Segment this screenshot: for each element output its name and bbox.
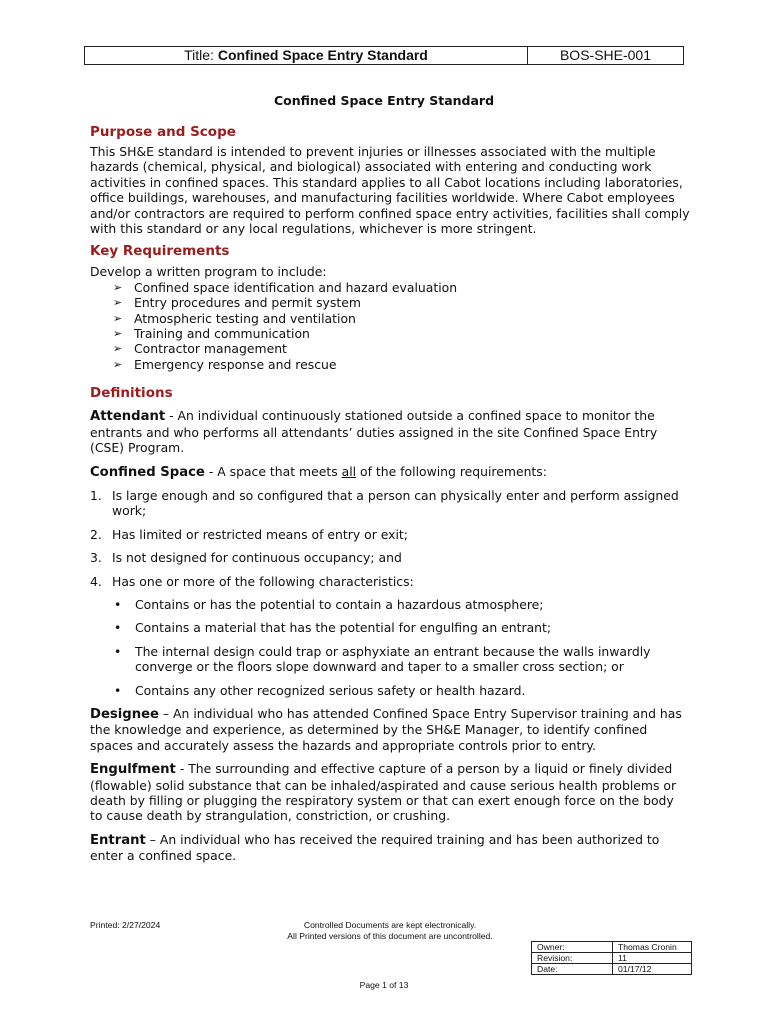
definition-term: Designee bbox=[90, 706, 159, 722]
purpose-heading: Purpose and Scope bbox=[90, 124, 236, 140]
controlled-notice-line: All Printed versions of this document are uncontrolled. bbox=[287, 931, 493, 941]
controlled-documents-notice bbox=[230, 920, 550, 942]
header-document-code: BOS-SHE-001 bbox=[559, 47, 652, 63]
definition-term: Confined Space bbox=[90, 464, 205, 480]
definition-term: Entrant bbox=[90, 832, 146, 848]
list-item-text: Training and communication bbox=[134, 326, 310, 342]
definition-confined-space bbox=[90, 464, 690, 480]
list-item bbox=[113, 280, 690, 295]
confined-space-characteristics bbox=[90, 597, 690, 698]
table-row bbox=[532, 953, 692, 964]
definition-text: - The surrounding and effective capture of a person by a liquid or finely divided (flowable) solid substance that can be inhaled/aspirated and cause serious health problems or death by filling or plugging the respiratory system or that can exert enough force on the body to cause death by strangulation, constriction, or crushing. bbox=[90, 761, 677, 824]
list-number: 3. bbox=[90, 550, 102, 566]
controlled-notice-line: Controlled Documents are kept electronically. bbox=[303, 920, 477, 930]
meta-label: Date: bbox=[532, 964, 613, 975]
key-requirements-intro: Develop a written program to include: bbox=[90, 264, 327, 280]
document-header bbox=[84, 46, 684, 65]
table-row bbox=[532, 964, 692, 975]
definition-text: - A space that meets bbox=[204, 463, 342, 479]
header-title: Confined Space Entry Standard bbox=[217, 47, 428, 63]
arrow-bullet-icon: ➢ bbox=[113, 342, 123, 356]
definition-term: Attendant bbox=[90, 409, 166, 425]
list-item-text: Atmospheric testing and ventilation bbox=[134, 310, 356, 326]
arrow-bullet-icon: ➢ bbox=[113, 280, 123, 294]
bullet-icon: • bbox=[114, 682, 122, 698]
arrow-bullet-icon: ➢ bbox=[113, 327, 123, 341]
key-requirements-list bbox=[90, 280, 690, 372]
list-item-text: Contains a material that has the potential for engulfing an entrant; bbox=[135, 620, 552, 636]
list-item-text: Confined space identification and hazard evaluation bbox=[134, 279, 458, 295]
definition-term: Engulfment bbox=[90, 762, 176, 778]
list-item bbox=[113, 341, 690, 356]
list-item bbox=[113, 311, 690, 326]
list-item bbox=[114, 620, 690, 635]
arrow-bullet-icon: ➢ bbox=[113, 296, 123, 310]
meta-label: Revision: bbox=[532, 953, 613, 964]
bullet-icon: • bbox=[114, 596, 122, 612]
definition-text: - An individual continuously stationed outside a confined space to monitor the entrants and who performs all attendants’ duties assigned in the site Confined Space Entry (CSE) Program. bbox=[90, 408, 658, 456]
definition-text: – An individual who has received the required training and has been authorized to enter a confined space. bbox=[90, 831, 660, 864]
table-row bbox=[532, 942, 692, 953]
list-item bbox=[90, 550, 690, 565]
list-item-text: Emergency response and rescue bbox=[134, 356, 337, 372]
list-item-text: Contractor management bbox=[134, 341, 287, 357]
document-title: Confined Space Entry Standard bbox=[273, 93, 495, 108]
printed-date: Printed: 2/27/2024 bbox=[90, 920, 161, 930]
list-item-text: Entry procedures and permit system bbox=[134, 295, 361, 311]
meta-label: Owner: bbox=[532, 942, 613, 953]
definitions-heading: Definitions bbox=[90, 385, 173, 402]
list-item-text: Has one or more of the following characteristics: bbox=[112, 573, 414, 589]
document-body bbox=[90, 124, 690, 864]
arrow-bullet-icon: ➢ bbox=[113, 357, 123, 371]
bullet-icon: • bbox=[114, 620, 122, 636]
list-item-text: Is not designed for continuous occupancy; and bbox=[112, 550, 402, 566]
list-number: 2. bbox=[90, 526, 102, 542]
document-meta-table bbox=[531, 941, 692, 975]
list-item bbox=[90, 574, 690, 589]
purpose-text: This SH&E standard is intended to prevent injuries or illnesses associated with the multiple hazards (chemical, physical, and biological) associated with entering and conducting work activities in confined spaces. This standard applies to all Cabot locations including laboratories, office buildings, warehouses, and manufacturing facilities worldwide. Where Cabot employees and/or contractors are required to perform confined space entry activities, facilities shall comply with this standard or any local regulations, whichever is more stringent. bbox=[90, 144, 690, 237]
list-item-text: Has limited or restricted means of entry or exit; bbox=[112, 526, 408, 542]
list-item-text: The internal design could trap or asphyxiate an entrant because the walls inwardly converge or the floors slope downward and taper to a smaller cross section; or bbox=[135, 643, 651, 675]
list-item bbox=[90, 527, 690, 542]
list-item-text: Is large enough and so configured that a person can physically enter and perform assigned work; bbox=[112, 487, 679, 519]
definition-attendant bbox=[90, 408, 690, 455]
list-number: 1. bbox=[90, 487, 102, 503]
meta-value: 01/17/12 bbox=[613, 964, 692, 975]
confined-space-requirements bbox=[90, 488, 690, 589]
list-item bbox=[114, 597, 690, 612]
list-item bbox=[113, 326, 690, 341]
definition-emphasis: all bbox=[341, 463, 357, 479]
definition-entrant bbox=[90, 832, 690, 864]
meta-value: Thomas Cronin bbox=[613, 942, 692, 953]
meta-value: 11 bbox=[613, 953, 692, 964]
definition-designee bbox=[90, 706, 690, 753]
arrow-bullet-icon: ➢ bbox=[113, 311, 123, 325]
list-item bbox=[114, 644, 690, 675]
definition-engulfment bbox=[90, 761, 690, 824]
definition-text: of the following requirements: bbox=[356, 463, 547, 479]
list-item bbox=[114, 683, 690, 698]
list-item-text: Contains any other recognized serious safety or health hazard. bbox=[135, 682, 526, 698]
list-item-text: Contains or has the potential to contain a hazardous atmosphere; bbox=[135, 596, 544, 612]
key-requirements-heading: Key Requirements bbox=[90, 243, 230, 260]
list-item bbox=[113, 295, 690, 310]
header-title-cell bbox=[85, 47, 528, 64]
list-item bbox=[90, 488, 690, 519]
page-number: Page 1 of 13 bbox=[359, 980, 409, 990]
list-number: 4. bbox=[90, 573, 102, 589]
bullet-icon: • bbox=[114, 643, 122, 659]
header-title-prefix: Title: bbox=[184, 47, 218, 63]
list-item bbox=[113, 357, 690, 372]
definition-text: – An individual who has attended Confined Space Entry Supervisor training and has the knowledge and experience, as determined by the SH&E Manager, to identify confined spaces and accurately assess the hazards and appropriate controls prior to entry. bbox=[90, 705, 682, 753]
